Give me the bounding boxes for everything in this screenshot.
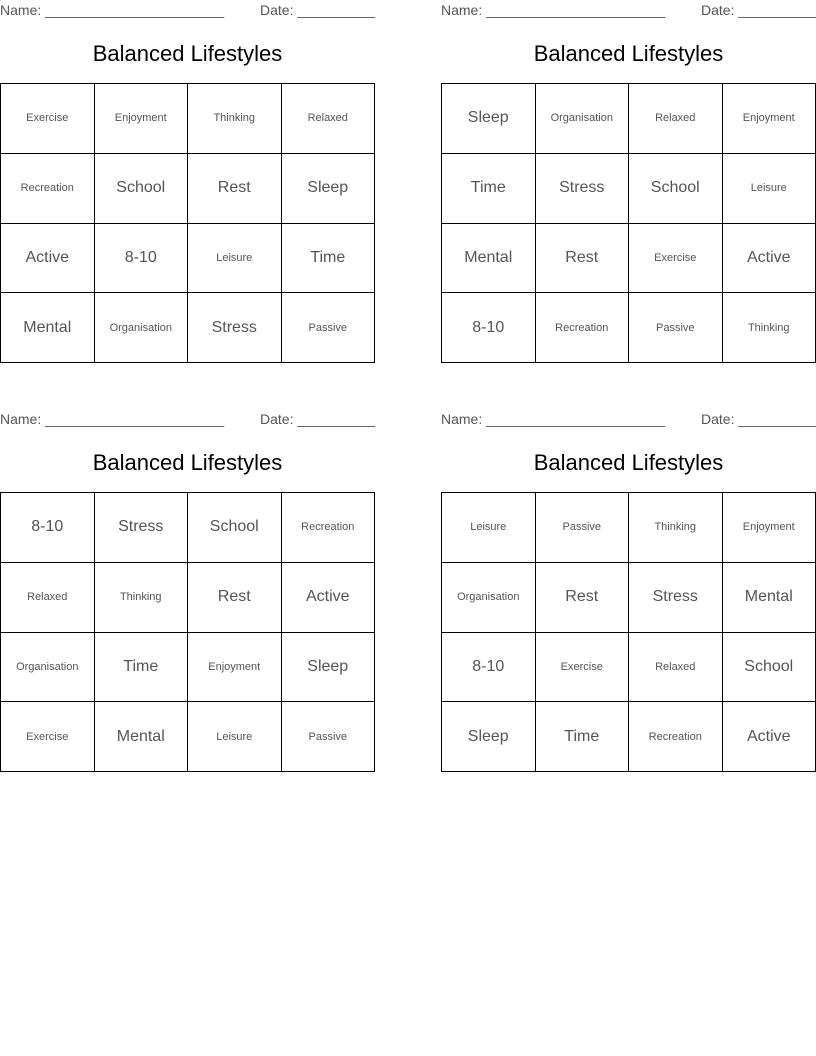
bingo-cell: Relaxed bbox=[629, 633, 723, 703]
bingo-cell: Enjoyment bbox=[723, 493, 816, 563]
bingo-cell: Mental bbox=[95, 702, 189, 772]
bingo-cell: Stress bbox=[188, 293, 282, 363]
bingo-cell: Organisation bbox=[95, 293, 189, 363]
date-field-label: Date: __________ bbox=[260, 411, 376, 427]
bingo-cell: Rest bbox=[536, 224, 630, 294]
bingo-cell: Time bbox=[536, 702, 630, 772]
bingo-cell: Sleep bbox=[282, 633, 376, 703]
bingo-cell: 8-10 bbox=[442, 633, 536, 703]
bingo-grid bbox=[441, 83, 816, 363]
date-field-label: Date: __________ bbox=[701, 411, 816, 427]
card-title: Balanced Lifestyles bbox=[533, 450, 724, 475]
date-field-label: Date: __________ bbox=[701, 2, 816, 18]
bingo-cell: Active bbox=[723, 224, 816, 294]
bingo-cell: Leisure bbox=[188, 224, 282, 294]
card-title: Balanced Lifestyles bbox=[533, 41, 724, 66]
bingo-cell: Rest bbox=[188, 154, 282, 224]
bingo-cell: Relaxed bbox=[282, 84, 376, 154]
date-field-label: Date: __________ bbox=[260, 2, 376, 18]
bingo-cell: Rest bbox=[536, 563, 630, 633]
name-field-label: Name: _______________________ bbox=[441, 411, 666, 427]
bingo-cell: Enjoyment bbox=[95, 84, 189, 154]
bingo-cell: Active bbox=[282, 563, 376, 633]
bingo-cell: Enjoyment bbox=[188, 633, 282, 703]
bingo-cell: Stress bbox=[629, 563, 723, 633]
bingo-cell: Exercise bbox=[536, 633, 630, 703]
bingo-cell: School bbox=[188, 493, 282, 563]
bingo-cell: Active bbox=[1, 224, 95, 294]
bingo-cell: 8-10 bbox=[95, 224, 189, 294]
card-title: Balanced Lifestyles bbox=[92, 41, 283, 66]
bingo-card-1 bbox=[0, 0, 375, 365]
bingo-cell: Rest bbox=[188, 563, 282, 633]
bingo-cell: Recreation bbox=[629, 702, 723, 772]
bingo-cell: Passive bbox=[536, 493, 630, 563]
bingo-card-2 bbox=[441, 0, 816, 365]
bingo-cell: Recreation bbox=[1, 154, 95, 224]
bingo-cell: Thinking bbox=[95, 563, 189, 633]
bingo-grid bbox=[441, 492, 816, 772]
bingo-cell: Passive bbox=[282, 702, 376, 772]
bingo-cell: School bbox=[95, 154, 189, 224]
name-field-label: Name: _______________________ bbox=[0, 411, 225, 427]
bingo-cell: Relaxed bbox=[629, 84, 723, 154]
bingo-cell: 8-10 bbox=[442, 293, 536, 363]
bingo-cell: Organisation bbox=[1, 633, 95, 703]
bingo-card-3 bbox=[0, 409, 375, 774]
bingo-cell: Relaxed bbox=[1, 563, 95, 633]
name-field-label: Name: _______________________ bbox=[0, 2, 225, 18]
bingo-cell: Exercise bbox=[1, 702, 95, 772]
bingo-cell: Stress bbox=[95, 493, 189, 563]
bingo-grid bbox=[0, 83, 375, 363]
bingo-cell: Recreation bbox=[282, 493, 376, 563]
bingo-cell: Thinking bbox=[188, 84, 282, 154]
bingo-cell: Time bbox=[442, 154, 536, 224]
bingo-cell: 8-10 bbox=[1, 493, 95, 563]
bingo-cell: Exercise bbox=[629, 224, 723, 294]
bingo-cell: Stress bbox=[536, 154, 630, 224]
bingo-cell: Leisure bbox=[442, 493, 536, 563]
bingo-cell: Time bbox=[282, 224, 376, 294]
bingo-cell: Organisation bbox=[536, 84, 630, 154]
bingo-cell: Exercise bbox=[1, 84, 95, 154]
bingo-cell: Time bbox=[95, 633, 189, 703]
bingo-cell: Mental bbox=[723, 563, 816, 633]
bingo-cell: Sleep bbox=[442, 702, 536, 772]
bingo-cell: Recreation bbox=[536, 293, 630, 363]
bingo-grid bbox=[0, 492, 375, 772]
bingo-cell: School bbox=[723, 633, 816, 703]
bingo-cell: Active bbox=[723, 702, 816, 772]
bingo-cell: Leisure bbox=[723, 154, 816, 224]
bingo-cell: School bbox=[629, 154, 723, 224]
bingo-cell: Thinking bbox=[723, 293, 816, 363]
bingo-cell: Passive bbox=[282, 293, 376, 363]
bingo-cell: Mental bbox=[1, 293, 95, 363]
bingo-card-4 bbox=[441, 409, 816, 774]
bingo-cell: Organisation bbox=[442, 563, 536, 633]
bingo-cell: Passive bbox=[629, 293, 723, 363]
bingo-cell: Enjoyment bbox=[723, 84, 816, 154]
bingo-cell: Thinking bbox=[629, 493, 723, 563]
bingo-cell: Sleep bbox=[442, 84, 536, 154]
card-title: Balanced Lifestyles bbox=[92, 450, 283, 475]
bingo-cell: Sleep bbox=[282, 154, 376, 224]
name-field-label: Name: _______________________ bbox=[441, 2, 666, 18]
bingo-cell: Leisure bbox=[188, 702, 282, 772]
bingo-cell: Mental bbox=[442, 224, 536, 294]
